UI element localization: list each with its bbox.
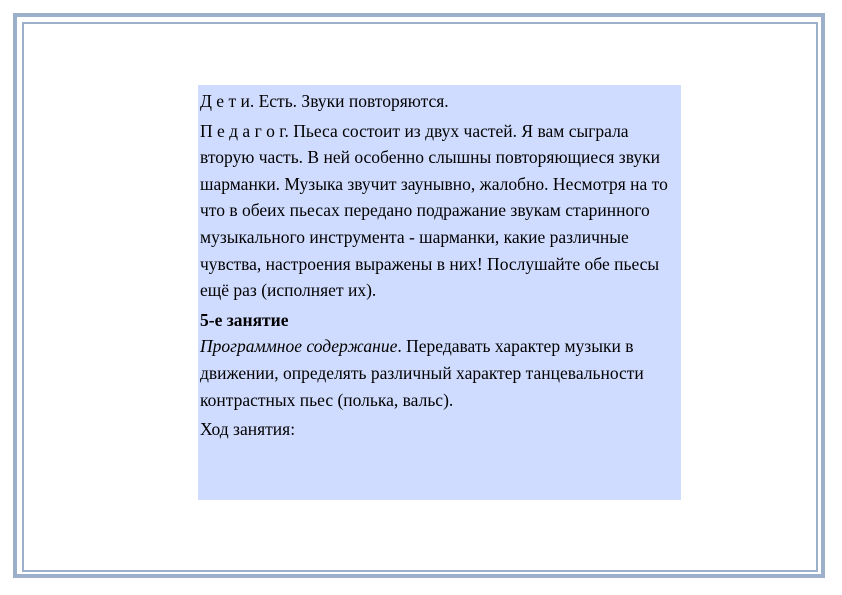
lesson-heading: 5-е занятие bbox=[200, 309, 289, 330]
paragraph-program-content bbox=[200, 333, 679, 413]
speaker-teacher: П е д а г о г. bbox=[200, 120, 289, 141]
paragraph-children-reply bbox=[200, 88, 679, 115]
paragraph-teacher-speech bbox=[200, 118, 679, 304]
children-reply-text: Есть. Звуки повторяются. bbox=[254, 91, 449, 111]
lesson-course: Ход занятия: bbox=[200, 419, 296, 440]
speaker-children: Д е т и. bbox=[200, 91, 255, 111]
text-box bbox=[198, 85, 681, 500]
program-content-text: . Передавать характер музыки в движении, определять различный характер танцевальности контрастных пьес (полька, вальс). bbox=[200, 336, 644, 410]
program-content-label: Программное содержание bbox=[200, 336, 398, 357]
teacher-speech-text: Пьеса состоит из двух частей. Я вам сыграла вторую часть. В ней особенно слышны повторяющиеся звуки шарманки. Музыка звучит заунывно, жалобно. Несмотря на то что в обеих пьесах передано подражание звукам старинного музыкального инструмента - шарманки, какие различные чувства, настроения выражены в них! Послушайте обе пьесы ещё раз (исполняет их). bbox=[200, 120, 668, 301]
